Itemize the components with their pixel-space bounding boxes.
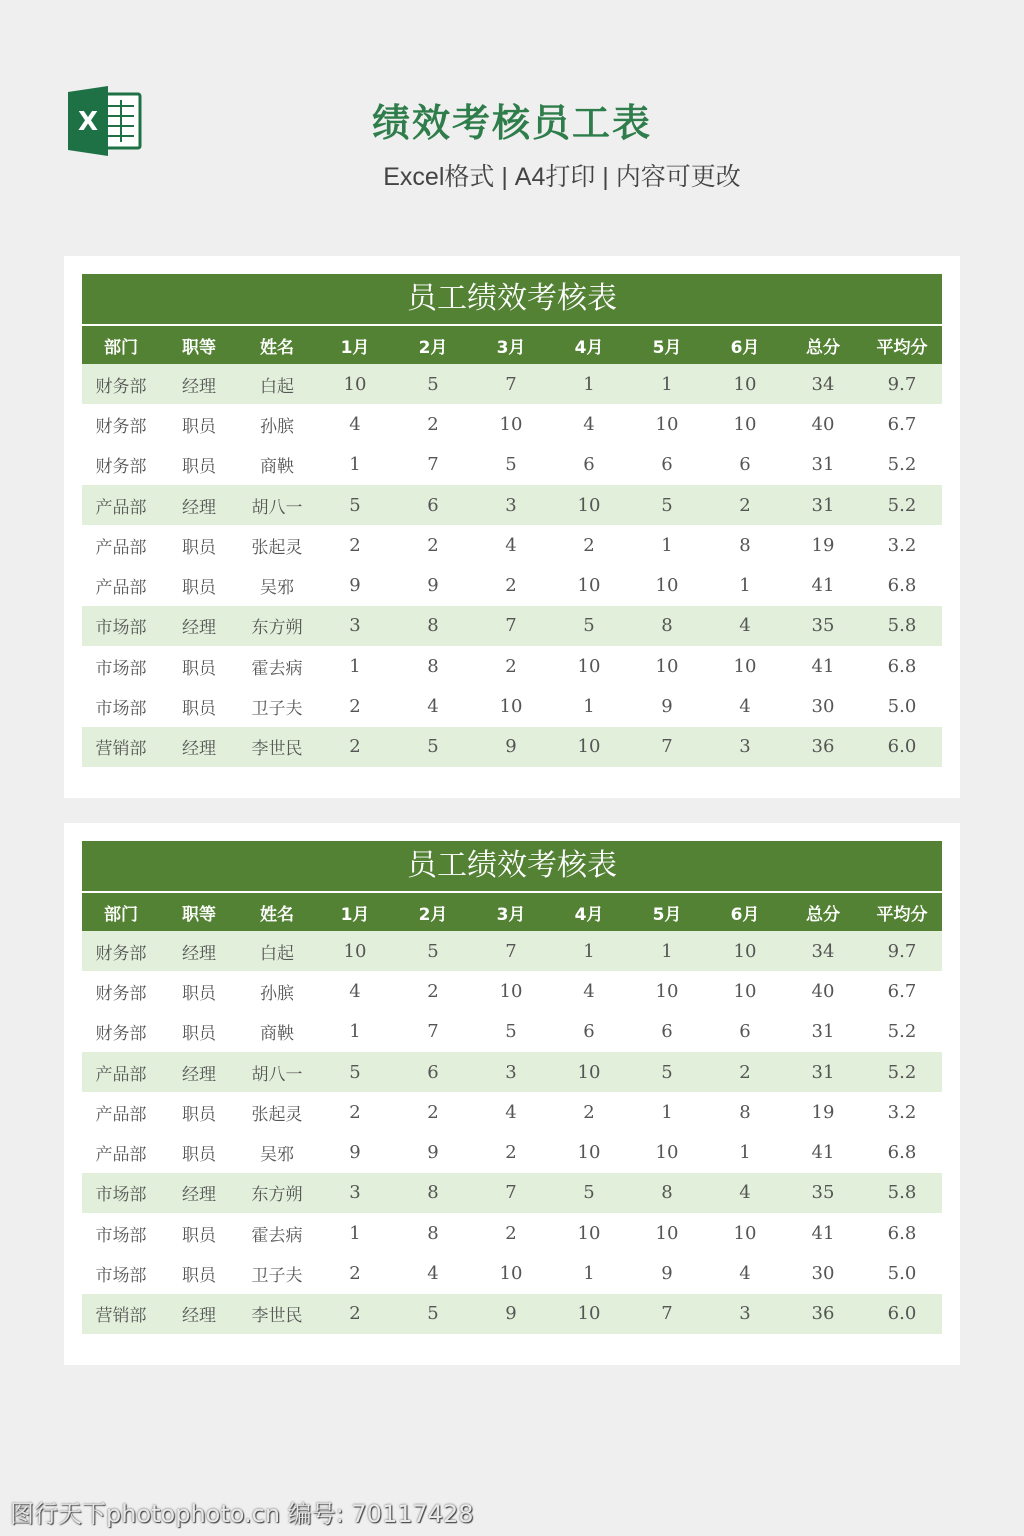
sheet-title: 员工绩效考核表 [82, 274, 942, 326]
sheet-preview-card-1 [64, 256, 960, 798]
table-cell: 商鞅 [260, 457, 294, 478]
column-header: 职等 [160, 893, 238, 931]
table-cell: 4 [349, 980, 361, 1002]
table-cell: 财务部 [95, 983, 147, 1004]
table-header-row [82, 893, 942, 931]
table-cell: 6.8 [887, 655, 917, 677]
table-cell: 9 [427, 575, 439, 597]
table-cell: 10 [655, 655, 679, 677]
table-cell: 2 [706, 485, 784, 525]
table-cell: 35 [784, 1173, 862, 1213]
table-cell: 34 [784, 931, 862, 971]
table-cell: 3 [472, 485, 550, 525]
table-cell: 职员 [182, 537, 216, 558]
column-header: 1月 [316, 893, 394, 931]
table-cell: 40 [811, 980, 835, 1002]
table-cell: 10 [655, 1142, 679, 1164]
table-cell: 霍去病 [251, 1225, 303, 1246]
table-cell: 7 [628, 727, 706, 767]
table-cell: 6 [394, 485, 472, 525]
table-cell: 10 [733, 655, 757, 677]
table-cell: 6.8 [887, 1142, 917, 1164]
table-cell: 5.2 [887, 454, 917, 476]
table-cell: 10 [316, 931, 394, 971]
table-cell: 9 [349, 575, 361, 597]
table-cell: 产品部 [95, 1104, 147, 1125]
table-cell: 6.8 [887, 1222, 917, 1244]
sheet [82, 841, 942, 1352]
table-cell: 5 [505, 454, 517, 476]
table-cell: 2 [349, 696, 361, 718]
table-cell: 职员 [182, 658, 216, 679]
table-cell: 4 [739, 1263, 751, 1285]
table-cell: 经理 [160, 364, 238, 404]
column-header: 部门 [82, 893, 160, 931]
table-cell: 市场部 [95, 1266, 147, 1287]
table-cell: 10 [550, 1052, 628, 1092]
table-cell: 3.2 [887, 534, 917, 556]
table-cell: 5 [505, 1021, 517, 1043]
table-cell: 4 [505, 1101, 517, 1123]
column-header: 2月 [394, 893, 472, 931]
table-cell: 10 [577, 655, 601, 677]
table-cell: 2 [505, 1142, 517, 1164]
table-cell: 1 [661, 534, 673, 556]
table-cell: 8 [739, 1101, 751, 1123]
table-cell: 东方朔 [238, 606, 316, 646]
column-header: 6月 [706, 893, 784, 931]
table-cell: 31 [811, 454, 835, 476]
table-cell: 2 [505, 1222, 517, 1244]
table-cell: 5.2 [862, 1052, 942, 1092]
table-cell: 10 [550, 485, 628, 525]
performance-table [82, 326, 942, 767]
table-cell: 41 [811, 575, 835, 597]
table-cell: 1 [349, 1222, 361, 1244]
table-cell: 40 [811, 413, 835, 435]
table-cell: 2 [349, 534, 361, 556]
table-cell: 36 [784, 1294, 862, 1334]
table-cell: 41 [811, 655, 835, 677]
table-cell: 5.2 [887, 1021, 917, 1043]
table-cell: 2 [583, 1101, 595, 1123]
table-cell: 9 [661, 696, 673, 718]
table-cell: 2 [427, 534, 439, 556]
table-cell: 4 [505, 534, 517, 556]
table-cell: 财务部 [95, 1024, 147, 1045]
table-cell: 6 [661, 454, 673, 476]
table-row [82, 727, 942, 767]
table-cell: 孙膑 [260, 983, 294, 1004]
column-header: 5月 [628, 893, 706, 931]
table-row [82, 1213, 942, 1253]
table-cell: 5 [316, 1052, 394, 1092]
table-cell: 5 [394, 931, 472, 971]
table-row [82, 1052, 942, 1092]
table-cell: 2 [349, 1263, 361, 1285]
table-cell: 2 [505, 655, 517, 677]
table-body [82, 931, 942, 1334]
table-cell: 5.0 [887, 696, 917, 718]
table-row [82, 1253, 942, 1293]
table-cell: 10 [499, 696, 523, 718]
column-header: 姓名 [238, 893, 316, 931]
table-cell: 10 [577, 1142, 601, 1164]
column-header: 姓名 [238, 326, 316, 364]
table-cell: 5 [628, 485, 706, 525]
table-cell: 7 [427, 1021, 439, 1043]
table-cell: 6.0 [862, 727, 942, 767]
table-header-row [82, 326, 942, 364]
table-cell: 10 [499, 1263, 523, 1285]
table-cell: 2 [427, 1101, 439, 1123]
table-cell: 产品部 [95, 1145, 147, 1166]
table-cell: 5.8 [862, 606, 942, 646]
table-cell: 职员 [182, 1024, 216, 1045]
sheet-preview-card-2 [64, 823, 960, 1365]
table-cell: 4 [427, 696, 439, 718]
table-cell: 8 [739, 534, 751, 556]
sheet [82, 274, 942, 785]
table-cell: 9 [472, 1294, 550, 1334]
column-header: 总分 [784, 893, 862, 931]
table-cell: 3.2 [887, 1101, 917, 1123]
table-row [82, 686, 942, 726]
table-cell: 经理 [160, 485, 238, 525]
table-row [82, 646, 942, 686]
table-row [82, 1092, 942, 1132]
table-cell: 35 [784, 606, 862, 646]
table-cell: 10 [499, 413, 523, 435]
table-cell: 10 [733, 980, 757, 1002]
table-row [82, 445, 942, 485]
table-cell: 41 [811, 1222, 835, 1244]
table-cell: 3 [316, 1173, 394, 1213]
table-cell: 8 [628, 606, 706, 646]
table-cell: 职员 [182, 457, 216, 478]
table-cell: 营销部 [82, 727, 160, 767]
column-header: 总分 [784, 326, 862, 364]
table-cell: 9.7 [862, 364, 942, 404]
table-cell: 1 [349, 655, 361, 677]
table-cell: 职员 [182, 416, 216, 437]
table-cell: 财务部 [82, 364, 160, 404]
table-cell: 5 [316, 485, 394, 525]
table-cell: 30 [811, 1263, 835, 1285]
table-cell: 6 [583, 454, 595, 476]
table-cell: 6 [394, 1052, 472, 1092]
table-cell: 8 [394, 606, 472, 646]
table-cell: 10 [733, 413, 757, 435]
table-cell: 4 [349, 413, 361, 435]
table-cell: 41 [811, 1142, 835, 1164]
table-cell: 5 [550, 1173, 628, 1213]
sheet-title: 员工绩效考核表 [82, 841, 942, 893]
table-cell: 10 [706, 931, 784, 971]
table-cell: 6 [739, 1021, 751, 1043]
table-cell: 5 [628, 1052, 706, 1092]
table-row [82, 971, 942, 1011]
table-cell: 19 [811, 1101, 835, 1123]
table-row [82, 565, 942, 605]
table-cell: 财务部 [95, 457, 147, 478]
table-row [82, 1294, 942, 1334]
table-cell: 3 [706, 1294, 784, 1334]
table-cell: 2 [349, 1101, 361, 1123]
table-cell: 市场部 [82, 1173, 160, 1213]
table-cell: 4 [427, 1263, 439, 1285]
table-cell: 7 [472, 364, 550, 404]
table-cell: 30 [811, 696, 835, 718]
table-cell: 产品部 [95, 537, 147, 558]
table-cell: 8 [427, 655, 439, 677]
table-cell: 7 [628, 1294, 706, 1334]
table-cell: 9.7 [862, 931, 942, 971]
table-cell: 2 [706, 1052, 784, 1092]
table-cell: 吴邪 [260, 578, 294, 599]
table-cell: 3 [706, 727, 784, 767]
table-cell: 4 [739, 696, 751, 718]
table-row [82, 485, 942, 525]
table-cell: 1 [583, 1263, 595, 1285]
table-cell: 10 [706, 364, 784, 404]
table-cell: 4 [706, 1173, 784, 1213]
table-cell: 34 [784, 364, 862, 404]
table-row [82, 525, 942, 565]
table-cell: 6.0 [862, 1294, 942, 1334]
table-cell: 4 [583, 980, 595, 1002]
table-cell: 4 [583, 413, 595, 435]
table-cell: 职员 [182, 699, 216, 720]
table-cell: 6.8 [887, 575, 917, 597]
table-cell: 5 [394, 1294, 472, 1334]
table-cell: 霍去病 [251, 658, 303, 679]
table-cell: 1 [550, 364, 628, 404]
table-cell: 4 [706, 606, 784, 646]
table-cell: 5.2 [862, 485, 942, 525]
table-cell: 5 [394, 364, 472, 404]
table-cell: 经理 [160, 606, 238, 646]
table-cell: 10 [550, 1294, 628, 1334]
table-cell: 产品部 [82, 1052, 160, 1092]
table-cell: 8 [427, 1222, 439, 1244]
table-row [82, 364, 942, 404]
table-cell: 2 [427, 413, 439, 435]
table-row [82, 931, 942, 971]
table-cell: 孙膑 [260, 416, 294, 437]
table-body [82, 364, 942, 767]
table-cell: 经理 [160, 1052, 238, 1092]
table-cell: 2 [427, 980, 439, 1002]
table-cell: 31 [811, 1021, 835, 1043]
table-cell: 商鞅 [260, 1024, 294, 1045]
table-cell: 白起 [238, 364, 316, 404]
table-cell: 职员 [182, 1266, 216, 1287]
table-cell: 1 [739, 575, 751, 597]
table-cell: 5 [394, 727, 472, 767]
table-cell: 6 [583, 1021, 595, 1043]
watermark-text: 图行天下photophoto.cn 编号: 70117428 [10, 1500, 474, 1528]
table-cell: 胡八一 [238, 485, 316, 525]
table-cell: 财务部 [95, 416, 147, 437]
column-header: 4月 [550, 893, 628, 931]
column-header: 1月 [316, 326, 394, 364]
table-cell: 1 [628, 364, 706, 404]
column-header: 6月 [706, 326, 784, 364]
table-cell: 7 [472, 931, 550, 971]
table-cell: 6 [739, 454, 751, 476]
table-cell: 10 [577, 1222, 601, 1244]
table-cell: 营销部 [82, 1294, 160, 1334]
table-cell: 10 [655, 575, 679, 597]
table-cell: 产品部 [82, 485, 160, 525]
excel-logo-letter: X [77, 107, 99, 137]
table-cell: 市场部 [82, 606, 160, 646]
table-cell: 卫子夫 [251, 699, 303, 720]
table-cell: 3 [316, 606, 394, 646]
table-cell: 2 [316, 727, 394, 767]
table-row [82, 404, 942, 444]
table-cell: 19 [811, 534, 835, 556]
column-header: 3月 [472, 326, 550, 364]
table-cell: 财务部 [82, 931, 160, 971]
table-cell: 1 [583, 696, 595, 718]
table-cell: 9 [661, 1263, 673, 1285]
table-cell: 职员 [182, 1145, 216, 1166]
column-header: 部门 [82, 326, 160, 364]
table-cell: 卫子夫 [251, 1266, 303, 1287]
column-header: 5月 [628, 326, 706, 364]
table-cell: 张起灵 [251, 537, 303, 558]
table-cell: 7 [472, 606, 550, 646]
column-header: 职等 [160, 326, 238, 364]
table-cell: 2 [316, 1294, 394, 1334]
table-cell: 1 [628, 931, 706, 971]
table-cell: 1 [739, 1142, 751, 1164]
table-cell: 10 [577, 575, 601, 597]
table-row [82, 606, 942, 646]
table-row [82, 1173, 942, 1213]
table-cell: 职员 [182, 578, 216, 599]
table-cell: 市场部 [95, 699, 147, 720]
table-cell: 经理 [160, 1294, 238, 1334]
partial-row [82, 1334, 942, 1352]
table-cell: 9 [349, 1142, 361, 1164]
table-cell: 李世民 [238, 1294, 316, 1334]
table-cell: 经理 [160, 727, 238, 767]
table-cell: 10 [499, 980, 523, 1002]
column-header: 2月 [394, 326, 472, 364]
table-cell: 经理 [160, 931, 238, 971]
table-cell: 职员 [182, 983, 216, 1004]
table-cell: 2 [583, 534, 595, 556]
table-cell: 李世民 [238, 727, 316, 767]
table-row [82, 1132, 942, 1172]
table-cell: 36 [784, 727, 862, 767]
column-header: 平均分 [862, 893, 942, 931]
table-cell: 5.0 [887, 1263, 917, 1285]
table-cell: 10 [550, 727, 628, 767]
table-cell: 胡八一 [238, 1052, 316, 1092]
table-cell: 10 [655, 413, 679, 435]
table-cell: 职员 [182, 1104, 216, 1125]
table-cell: 产品部 [95, 578, 147, 599]
table-cell: 3 [472, 1052, 550, 1092]
table-cell: 白起 [238, 931, 316, 971]
table-cell: 经理 [160, 1173, 238, 1213]
table-cell: 10 [655, 1222, 679, 1244]
column-header: 4月 [550, 326, 628, 364]
table-cell: 吴邪 [260, 1145, 294, 1166]
performance-table [82, 893, 942, 1334]
table-cell: 6.7 [887, 980, 917, 1002]
table-cell: 1 [349, 1021, 361, 1043]
table-cell: 10 [316, 364, 394, 404]
table-cell: 张起灵 [251, 1104, 303, 1125]
page-subtitle: Excel格式 | A4打印 | 内容可更改 [383, 163, 741, 191]
table-cell: 2 [505, 575, 517, 597]
page-title: 绩效考核员工表 [371, 101, 652, 145]
table-cell: 7 [427, 454, 439, 476]
table-cell: 31 [784, 485, 862, 525]
partial-row [82, 767, 942, 785]
table-cell: 1 [661, 1101, 673, 1123]
table-cell: 6 [661, 1021, 673, 1043]
table-cell: 1 [550, 931, 628, 971]
table-cell: 市场部 [95, 658, 147, 679]
table-cell: 职员 [182, 1225, 216, 1246]
table-cell: 9 [427, 1142, 439, 1164]
table-cell: 8 [628, 1173, 706, 1213]
table-cell: 7 [472, 1173, 550, 1213]
table-cell: 31 [784, 1052, 862, 1092]
table-cell: 8 [394, 1173, 472, 1213]
table-cell: 5 [550, 606, 628, 646]
column-header: 3月 [472, 893, 550, 931]
table-cell: 5.8 [862, 1173, 942, 1213]
table-cell: 10 [655, 980, 679, 1002]
table-cell: 10 [733, 1222, 757, 1244]
table-cell: 6.7 [887, 413, 917, 435]
table-cell: 东方朔 [238, 1173, 316, 1213]
table-row [82, 1012, 942, 1052]
table-cell: 市场部 [95, 1225, 147, 1246]
table-cell: 1 [349, 454, 361, 476]
table-cell: 9 [472, 727, 550, 767]
column-header: 平均分 [862, 326, 942, 364]
